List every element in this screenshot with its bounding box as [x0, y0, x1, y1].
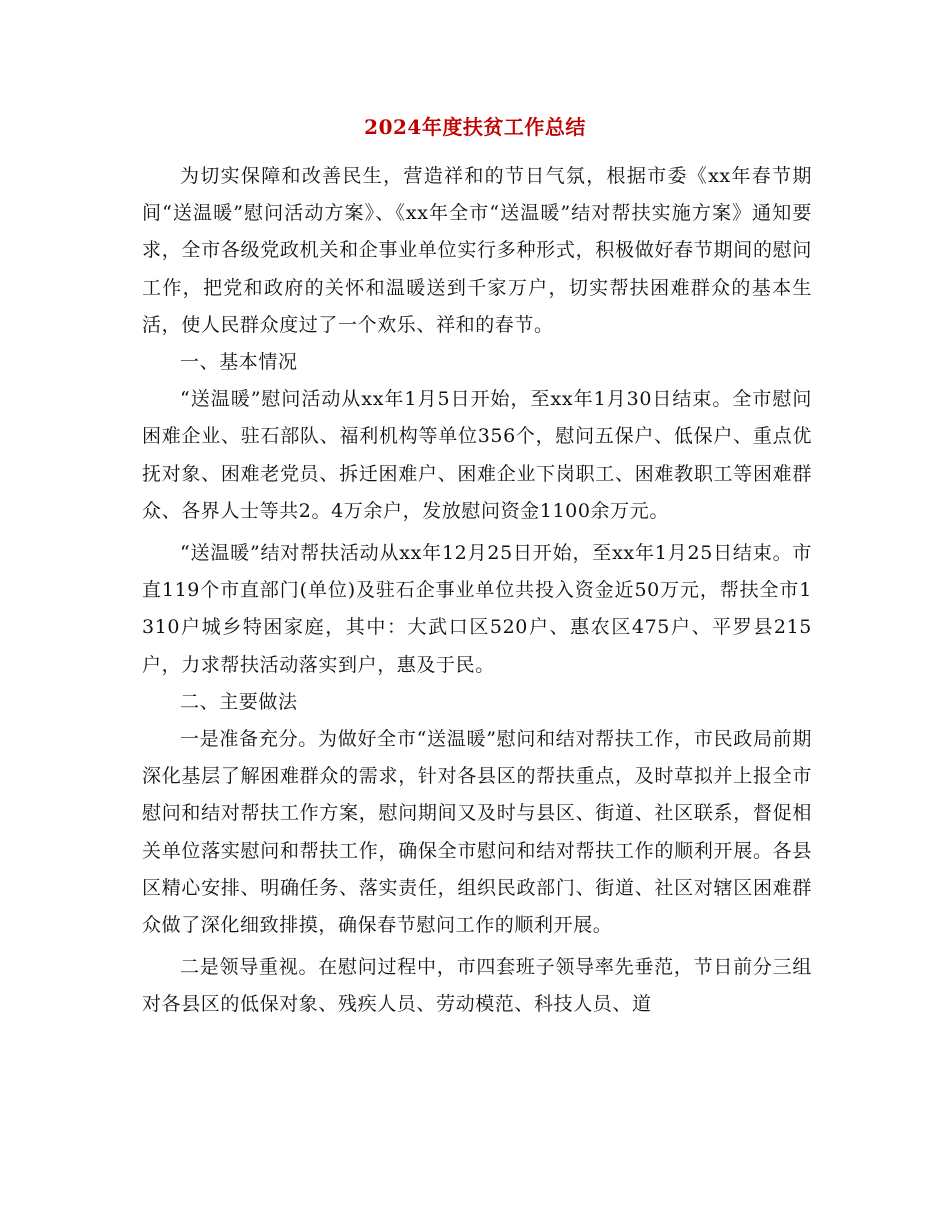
document-body	[142, 158, 812, 1024]
document-title: 2024年度扶贫工作总结	[364, 115, 586, 139]
section-heading-main-practices: 二、主要做法	[180, 690, 298, 713]
paragraph-paired-assistance: “送温暖”结对帮扶活动从xx年12月25日开始，至xx年1月25日结束。市直119个市直部门(单位)及驻石企事业单位共投入资金近50万元，帮扶全市1310户城乡特困家庭，其中：大武口区520户、惠农区475户、平罗县215户，力求帮扶活动落实到户，惠及于民。	[142, 542, 812, 676]
paragraph-condolence-activity: “送温暖”慰问活动从xx年1月5日开始，至xx年1月30日结束。全市慰问困难企业、驻石部队、福利机构等单位356个，慰问五保户、低保户、重点优抚对象、困难老党员、拆迁困难户、困难企业下岗职工、困难教职工等困难群众、各界人士等共2。4万余户，发放慰问资金1100余万元。	[142, 388, 812, 522]
paragraph-preparation: 一是准备充分。为做好全市“送温暖”慰问和结对帮扶工作，市民政局前期深化基层了解困难群众的需求，针对各县区的帮扶重点，及时草拟并上报全市慰问和结对帮扶工作方案，慰问期间又及时与县区、街道、社区联系，督促相关单位落实慰问和帮扶工作，确保全市慰问和结对帮扶工作的顺利开展。各县区精心安排、明确任务、落实责任，组织民政部门、街道、社区对辖区困难群众做了深化细致排摸，确保春节慰问工作的顺利开展。	[142, 728, 812, 937]
section-heading-basic-situation: 一、基本情况	[180, 351, 298, 374]
intro-paragraph: 为切实保障和改善民生，营造祥和的节日气氛，根据市委《xx年春节期间“送温暖”慰问活动方案》、《xx年全市“送温暖”结对帮扶实施方案》通知要求，全市各级党政机关和企事业单位实行多种形式，积极做好春节期间的慰问工作，把党和政府的关怀和温暖送到千家万户，切实帮扶困难群众的基本生活，使人民群众度过了一个欢乐、祥和的春节。	[142, 165, 812, 336]
paragraph-leadership: 二是领导重视。在慰问过程中，市四套班子领导率先垂范，节日前分三组对各县区的低保对象、残疾人员、劳动模范、科技人员、道	[142, 956, 812, 1016]
